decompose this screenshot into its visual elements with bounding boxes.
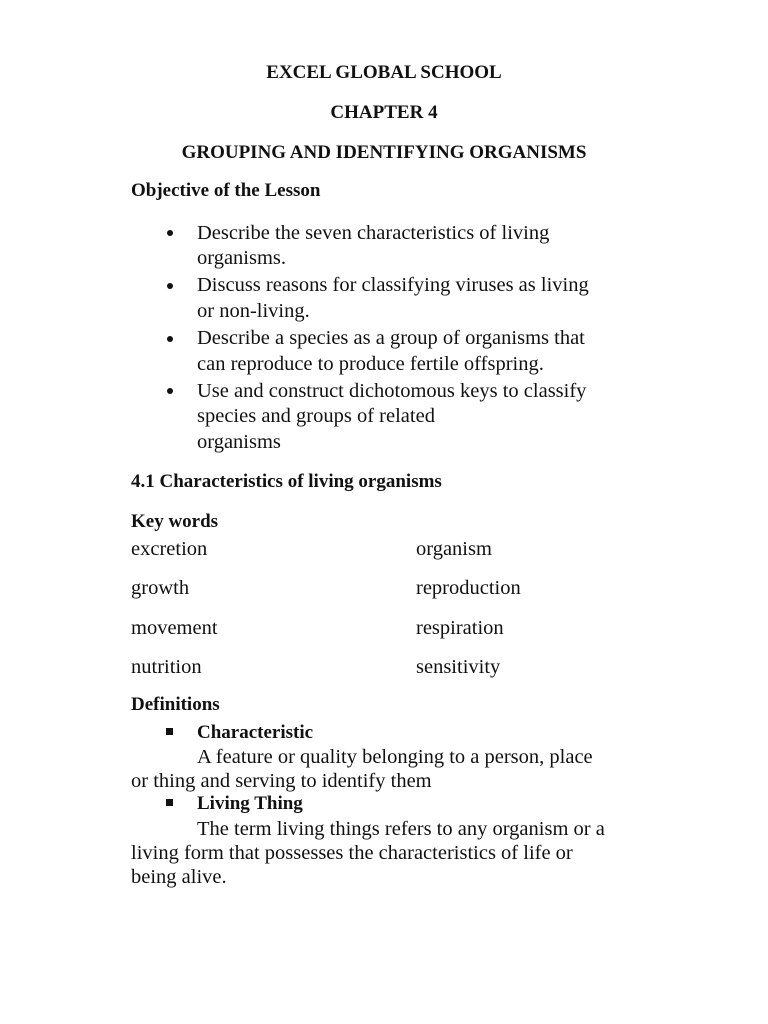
objective-line: organisms bbox=[197, 431, 281, 453]
keyword-left: nutrition bbox=[131, 656, 202, 678]
bullet-icon bbox=[167, 336, 173, 342]
keyword-right: respiration bbox=[416, 617, 504, 639]
bullet-icon bbox=[167, 283, 173, 289]
objective-line: or non-living. bbox=[197, 300, 310, 322]
keyword-left: growth bbox=[131, 577, 190, 599]
definition-line: A feature or quality belonging to a person, place bbox=[197, 746, 593, 768]
objective-line: organisms. bbox=[197, 247, 287, 269]
objective-line: Describe a species as a group of organisms that bbox=[197, 327, 585, 349]
definitions-heading: Definitions bbox=[131, 694, 220, 715]
keyword-left: movement bbox=[131, 617, 218, 639]
section-heading: 4.1 Characteristics of living organisms bbox=[131, 471, 442, 492]
definition-line: or thing and serving to identify them bbox=[131, 770, 432, 792]
bullet-icon bbox=[167, 388, 173, 394]
chapter-label: CHAPTER 4 bbox=[330, 102, 438, 123]
square-bullet-icon bbox=[166, 728, 173, 735]
school-name: EXCEL GLOBAL SCHOOL bbox=[266, 62, 502, 83]
definition-term: Living Thing bbox=[197, 793, 303, 814]
bullet-icon bbox=[167, 230, 173, 236]
keyword-right: organism bbox=[416, 538, 492, 560]
keyword-right: sensitivity bbox=[416, 656, 501, 678]
keyword-right: reproduction bbox=[416, 577, 521, 599]
objective-line: Use and construct dichotomous keys to classify bbox=[197, 380, 587, 402]
keyword-left: excretion bbox=[131, 538, 208, 560]
objective-line: can reproduce to produce fertile offspring. bbox=[197, 353, 544, 375]
objective-line: species and groups of related bbox=[197, 405, 435, 427]
chapter-title: GROUPING AND IDENTIFYING ORGANISMS bbox=[181, 142, 587, 163]
objectives-heading: Objective of the Lesson bbox=[131, 180, 321, 201]
objective-line: Discuss reasons for classifying viruses as living bbox=[197, 274, 589, 296]
square-bullet-icon bbox=[166, 799, 173, 806]
definition-line: The term living things refers to any organism or a bbox=[197, 818, 605, 840]
objective-line: Describe the seven characteristics of living bbox=[197, 222, 550, 244]
definition-term: Characteristic bbox=[197, 722, 314, 743]
definition-line: living form that possesses the characteristics of life or bbox=[131, 842, 573, 864]
definition-line: being alive. bbox=[131, 866, 227, 888]
keywords-heading: Key words bbox=[131, 511, 219, 532]
